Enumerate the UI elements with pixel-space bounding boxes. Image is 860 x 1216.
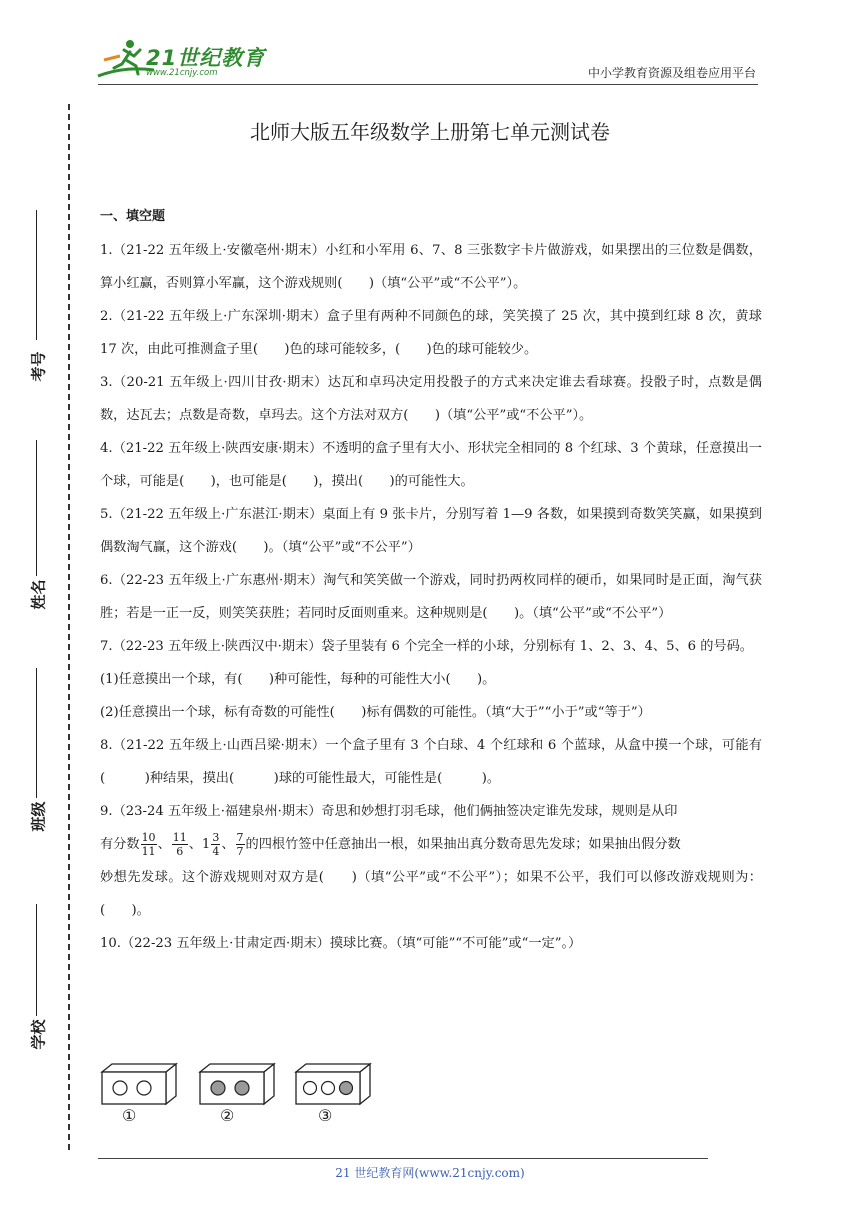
box-3-label: ③: [318, 1106, 333, 1125]
header-divider: [98, 84, 758, 85]
separator: 、1: [188, 837, 211, 852]
question-9-rest: 妙想先发球。这个游戏规则对双方是( )（填“公平”或“不公平”）；如果不公平，我们可以修改游戏规则为：( )。: [100, 870, 762, 918]
question-7: 7.（22-23 五年级上·陕西汉中·期末）袋子里装有 6 个完全一样的小球，分别标有 1、2、3、4、5、6 的号码。: [100, 639, 753, 654]
fraction-4: $\frac{7}{7}$: [236, 831, 244, 858]
question-6: 6.（22-23 五年级上·广东惠州·期末）淘气和笑笑做一个游戏，同时扔两枚同样的硬币，如果同时是正面，淘气获胜；若是一正一反，则笑笑获胜；若同时反面则重来。这种规则是( )。（填“公平”或“不公平”）: [100, 573, 762, 621]
fraction-1: $\frac{10}{11}$: [141, 831, 156, 858]
separator: 、: [221, 837, 235, 852]
school-line: [36, 904, 37, 1016]
question-2: 2.（21-22 五年级上·广东深圳·期末）盒子里有两种不同颜色的球，笑笑摸了 25 次，其中摸到红球 8 次，黄球 17 次，由此可推测盒子里( )色的球可能较多，( )色的球可能较少。: [100, 309, 762, 357]
class-label: 班级: [29, 801, 48, 832]
box-3-icon: [296, 1064, 370, 1104]
question-list: [100, 200, 762, 960]
exam-number-label: 考号: [29, 351, 48, 382]
page-title: 北师大版五年级数学上册第七单元测试卷: [250, 120, 610, 144]
ball-boxes-icon: [100, 1062, 400, 1108]
question-7-part-2: (2)任意摸出一个球，标有奇数的可能性( )标有偶数的可能性。（填“大于”“小于”或“等于”）: [100, 705, 651, 720]
section-heading: 一、填空题: [100, 209, 166, 224]
box-2-icon: [200, 1064, 274, 1104]
class-line: [36, 668, 37, 798]
question-1: 1.（21-22 五年级上·安徽亳州·期末）小红和小军用 6、7、8 三张数字卡片做游戏，如果摆出的三位数是偶数，算小红赢，否则算小军赢，这个游戏规则( )（填“公平”或“不公平”）。: [100, 243, 762, 291]
platform-label: 中小学教育资源及组卷应用平台: [587, 66, 756, 80]
box-2-label: ②: [220, 1106, 235, 1125]
question-8: 8.（21-22 五年级上·山西吕梁·期末）一个盒子里有 3 个白球、4 个红球和 6 个蓝球，从盒中摸一个球，可能有( )种结果，摸出( )球的可能性最大，可能性是( )。: [100, 738, 762, 786]
q9-pre: 有分数: [100, 837, 140, 852]
q9-post: 的四根竹签中任意抽出一根，如果抽出真分数奇思先发球；如果抽出假分数: [245, 837, 681, 852]
logo-url: www.21cnjy.com: [146, 68, 218, 78]
ball-box-illustration: [100, 1062, 400, 1132]
question-3: 3.（20-21 五年级上·四川甘孜·期末）达瓦和卓玛决定用投骰子的方式来决定谁去看球赛。投骰子时，点数是偶数，达瓦去；点数是奇数，卓玛去。这个方法对双方( )（填“公平”或“不公平”）。: [100, 375, 762, 423]
name-line: [36, 440, 37, 576]
question-7-part-1: (1)任意摸出一个球，有( )种可能性，每种的可能性大小( )。: [100, 672, 496, 687]
question-4: 4.（21-22 五年级上·陕西安康·期末）不透明的盒子里有大小、形状完全相同的 8 个红球、3 个黄球，任意摸出一个球，可能是( )，也可能是( )，摸出( )的可能性大。: [100, 441, 762, 489]
exam-number-line: [36, 210, 37, 340]
question-9-intro: 9.（23-24 五年级上·福建泉州·期末）奇思和妙想打羽毛球，他们俩抽签决定谁先发球，规则是从印: [100, 804, 678, 819]
footer-text: 21 世纪教育网(www.21cnjy.com): [335, 1166, 525, 1180]
fraction-3: $\frac{3}{4}$: [212, 831, 220, 858]
footer-divider: [98, 1158, 708, 1159]
fraction-2: $\frac{11}{6}$: [172, 831, 187, 858]
school-label: 学校: [29, 1019, 48, 1050]
question-9-fractions: [100, 828, 762, 861]
question-5: 5.（21-22 五年级上·广东湛江·期末）桌面上有 9 张卡片，分别写着 1—9 各数，如果摸到奇数笑笑赢，如果摸到偶数淘气赢，这个游戏( )。（填“公平”或“不公平”）: [100, 507, 762, 555]
name-label: 姓名: [29, 579, 48, 610]
binding-dashed-line: [68, 104, 70, 1150]
box-1-label: ①: [122, 1106, 137, 1125]
separator: 、: [157, 837, 171, 852]
box-1-icon: [102, 1064, 176, 1104]
logo-text: 21世纪教育: [146, 46, 266, 70]
question-10: 10.（22-23 五年级上·甘肃定西·期末）摸球比赛。（填“可能”“不可能”或“一定”。）: [100, 936, 582, 951]
